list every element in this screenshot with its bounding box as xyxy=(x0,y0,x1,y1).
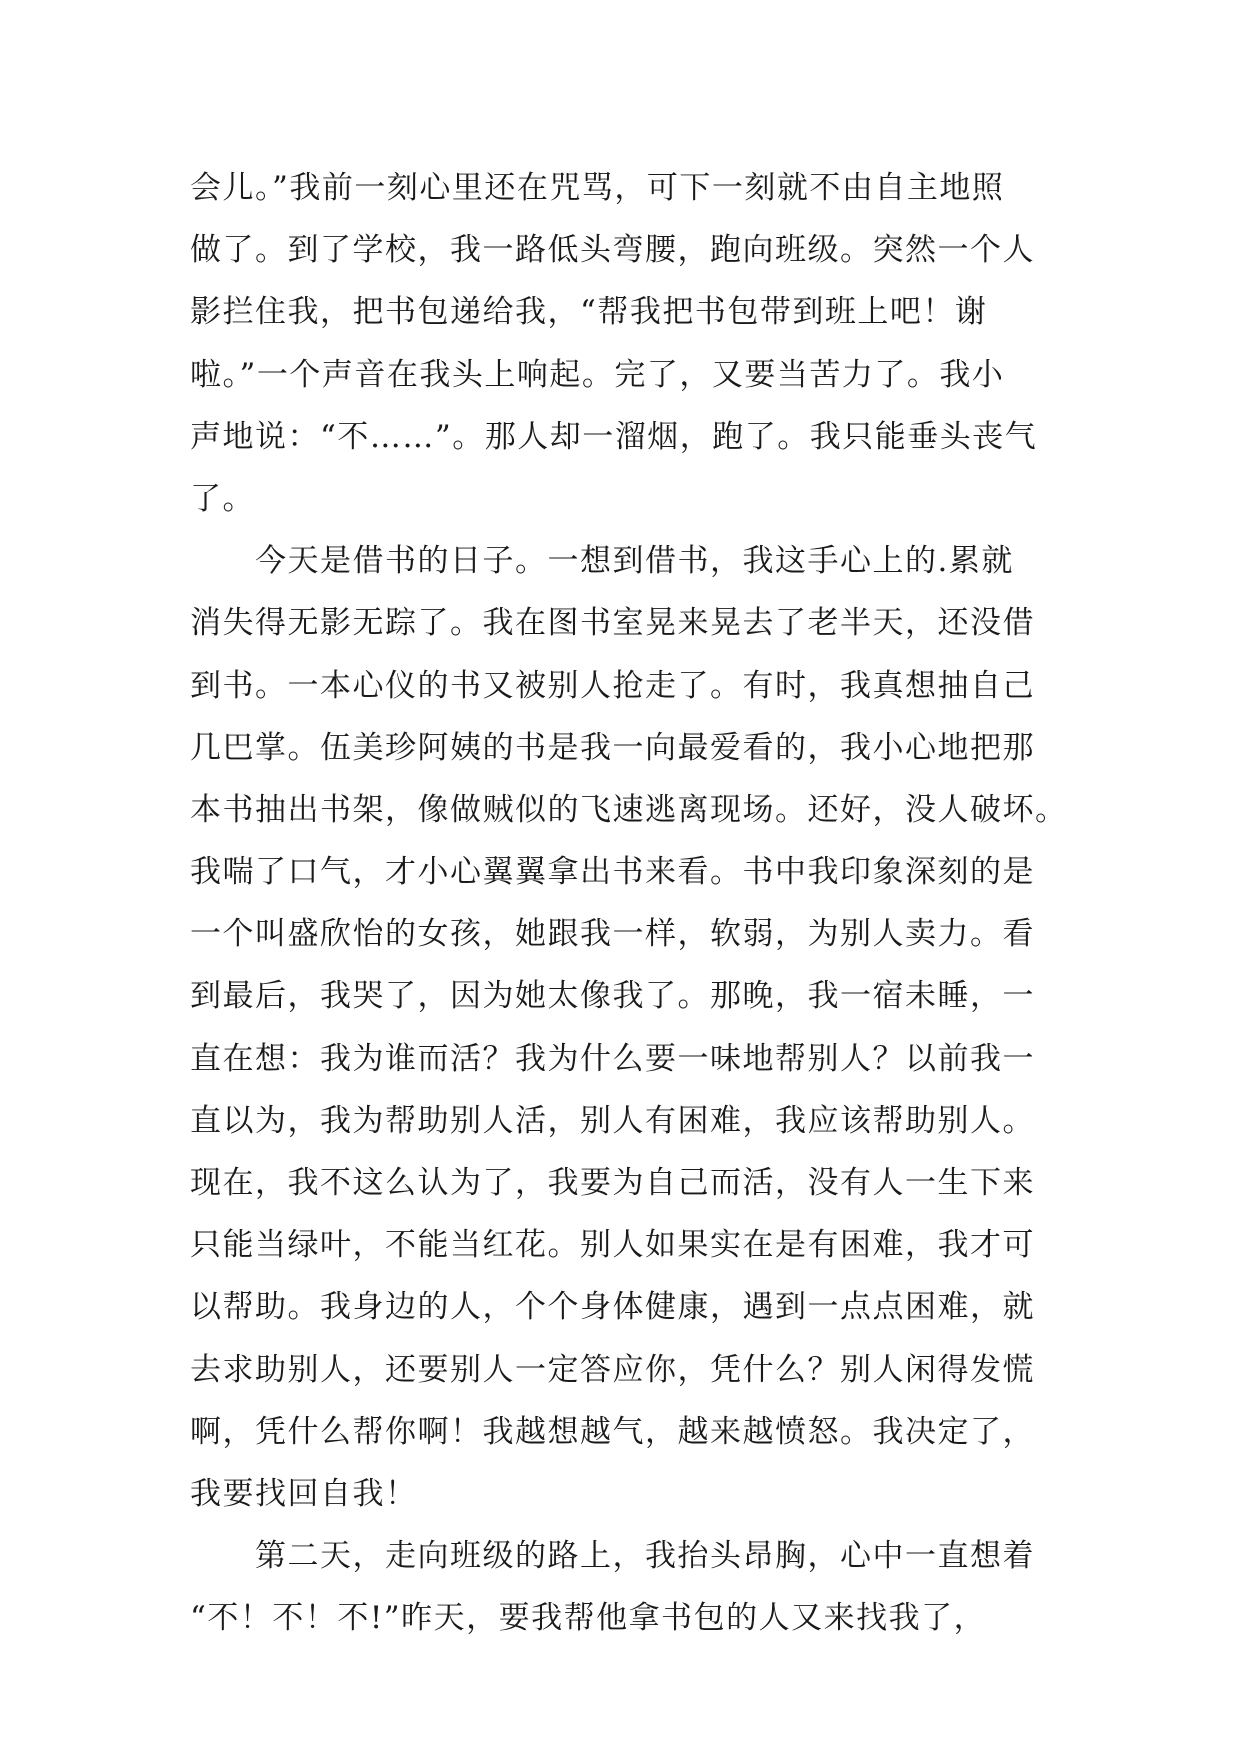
text-line: “不！不！不!”昨天，要我帮他拿书包的人又来找我了， xyxy=(190,1600,987,1637)
text-line: 消失得无影无踪了。我在图书室晃来晃去了老半天，还没借 xyxy=(190,605,1035,642)
text-line: 今天是借书的日子。一想到借书，我这手心上的.累就 xyxy=(190,543,1014,580)
text-line: 声地说：“不……”。那人却一溜烟，跑了。我只能垂头丧气 xyxy=(190,418,1038,455)
text-line: 现在，我不这么认为了，我要为自己而活，没有人一生下来 xyxy=(190,1165,1035,1201)
text-line: 只能当绿叶，不能当红花。别人如果实在是有困难，我才可 xyxy=(190,1227,1035,1264)
text-line: 会儿。”我前一刻心里还在咒骂，可下一刻就不由自主地照 xyxy=(190,170,1005,206)
text-line: 直在想：我为谁而活？我为什么要一味地帮别人？以前我一 xyxy=(190,1040,1035,1077)
text-line: 本书抽出书架，像做贼似的飞速逃离现场。还好，没人破坏。 xyxy=(190,791,1068,828)
text-line: 去求助别人，还要别人一定答应你，凭什么？别人闲得发慌 xyxy=(190,1351,1035,1388)
body-text xyxy=(190,157,1070,1650)
text-line: 一个叫盛欣怡的女孩，她跟我一样，软弱，为别人卖力。看 xyxy=(190,916,1035,953)
text-line: 啊，凭什么帮你啊！我越想越气，越来越愤怒。我决定了， xyxy=(190,1413,1035,1450)
text-line: 到最后，我哭了，因为她太像我了。那晚，我一宿未睡，一 xyxy=(190,978,1035,1015)
text-line: 我喘了口气，才小心翼翼拿出书来看。书中我印象深刻的是 xyxy=(190,854,1035,891)
text-line: 以帮助。我身边的人，个个身体健康，遇到一点点困难，就 xyxy=(190,1289,1035,1326)
text-line: 几巴掌。伍美珍阿姨的书是我一向最爱看的，我小心地把那 xyxy=(190,729,1035,766)
text-line: 做了。到了学校，我一路低头弯腰，跑向班级。突然一个人 xyxy=(190,232,1035,269)
text-line: 第二天，走向班级的路上，我抬头昂胸，心中一直想着 xyxy=(190,1538,1035,1575)
text-line: 到书。一本心仪的书又被别人抢走了。有时，我真想抽自己 xyxy=(190,667,1035,704)
text-line: 了。 xyxy=(190,480,255,517)
text-line: 啦。”一个声音在我头上响起。完了，又要当苦力了。我小 xyxy=(190,356,1005,393)
text-line: 影拦住我，把书包递给我，“帮我把书包带到班上吧！谢 xyxy=(190,294,988,331)
text-line: 直以为，我为帮助别人活，别人有困难，我应该帮助别人。 xyxy=(190,1102,1035,1139)
text-line: 我要找回自我！ xyxy=(190,1475,418,1512)
